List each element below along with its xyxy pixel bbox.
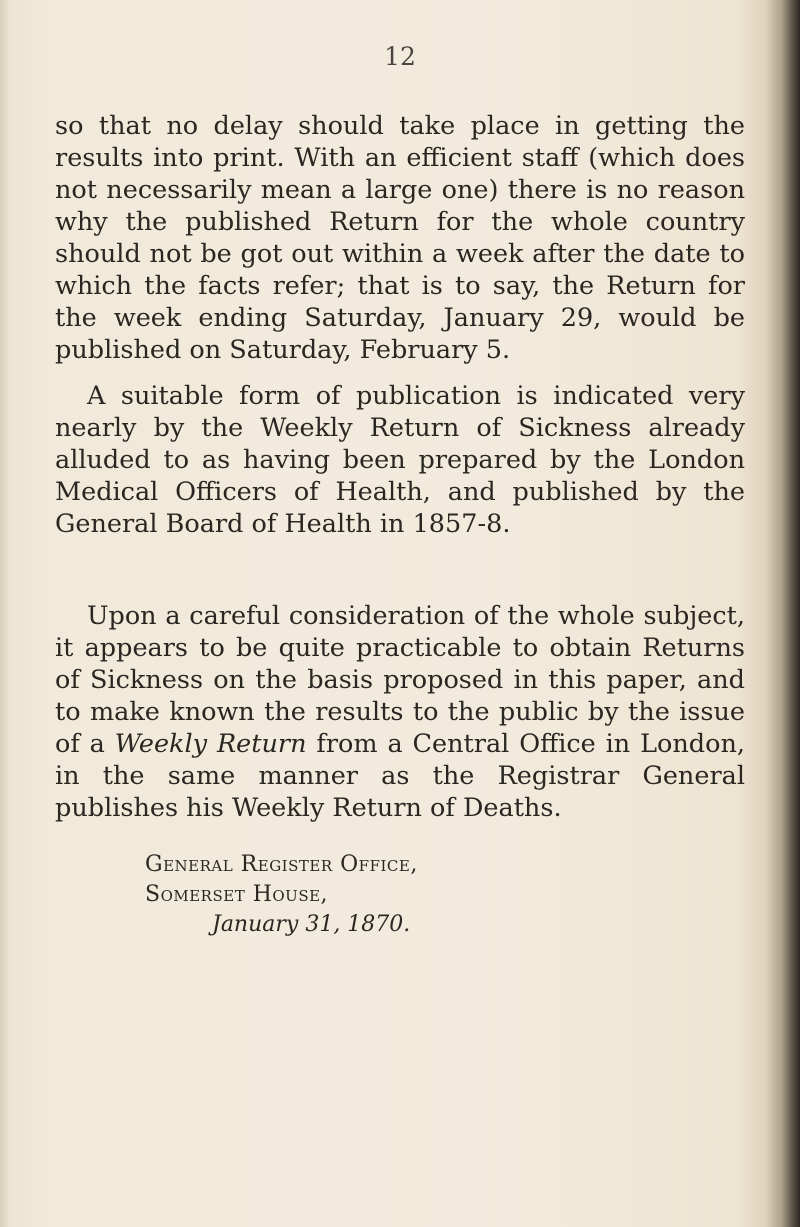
page-left-shadow [0, 0, 10, 1227]
signature-location: Somerset House, [145, 882, 329, 907]
signature-date: January 31, 1870. [212, 912, 411, 937]
paragraph-1: so that no delay should take place in getting the results into print. With an efficient staff (which does not necessarily mean a large one) there is no reason why the published Return for the whole country should not be got out within a week after the date to which the facts refer; that is to say, the Return for the week ending Saturday, January 29, would be published on Saturday, February 5. [55, 111, 745, 365]
page-binding-edge [766, 0, 800, 1227]
paragraph-3 [55, 600, 745, 824]
page-number: 12 [384, 42, 416, 71]
signature-block [145, 850, 645, 940]
signature-office: General Register Office, [145, 852, 418, 877]
paragraph-3-text-end: from a Central Office in London, in the same manner as the Registrar General publishes his Weekly Return of Deaths. [55, 729, 745, 823]
paragraph-3-text-start: Upon a careful consideration of the whole subject, it appears to be quite practicable to obtain Returns of Sickness on the basis proposed in this paper, and to make known the results to the public by the issue of a [55, 601, 745, 759]
paragraph-2 [55, 380, 745, 540]
paragraph-2-text: A suitable form of publication is indicated very nearly by the Weekly Return of Sickness already alluded to as having been prepared by the London Medical Officers of Health, and published by the General Board of Health in 1857-8. [55, 381, 745, 539]
weekly-return-italic: Weekly Return [114, 729, 307, 759]
